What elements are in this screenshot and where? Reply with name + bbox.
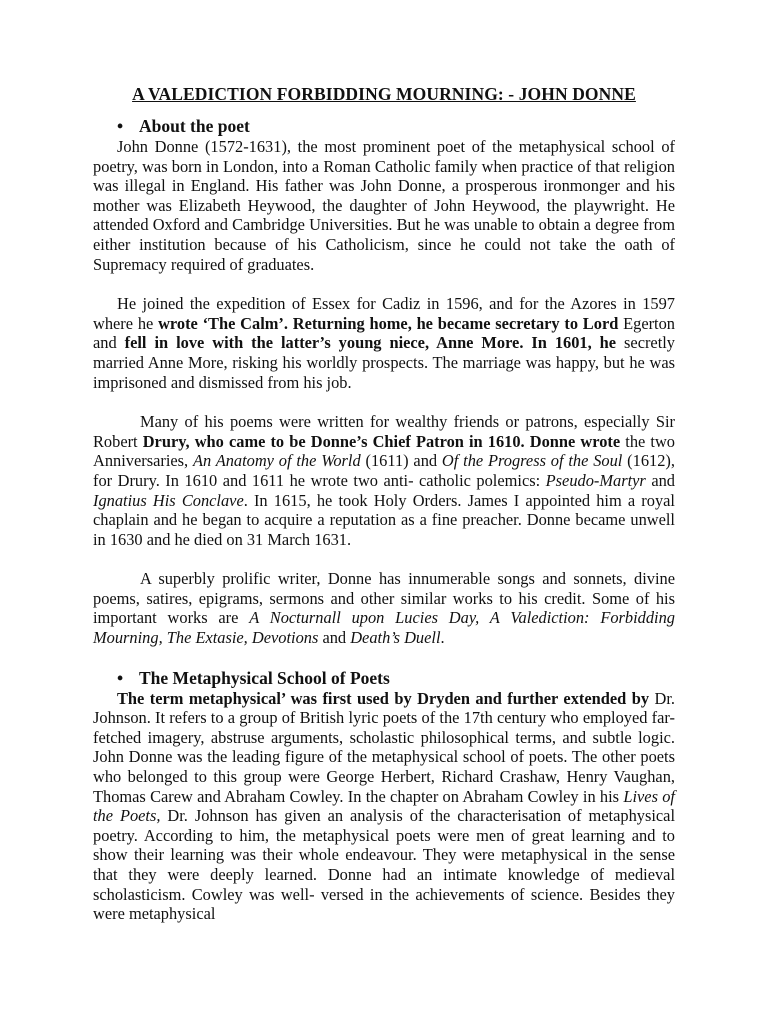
document-title: A VALEDICTION FORBIDDING MOURNING: - JOHN DONNE	[132, 84, 636, 104]
paragraph-works: A superbly prolific writer, Donne has innumerable songs and sonnets, divine poems, satires, epigrams, sermons and other similar works to his credit. Some of his important works are A Nocturnall upon Lucies Day, A Valediction: Forbidding Mourning, The Extasie, Devotions and Death’s Duell.	[93, 569, 675, 648]
section-heading-metaphysical-school	[93, 668, 675, 689]
paragraph-metaphysical: The term metaphysical’ was first used by Dryden and further extended by Dr. Johnson. It refers to a group of British lyric poets of the 17th century who employed far-fetched imagery, abstruse arguments, scholastic philosophical terms, and subtle logic. John Donne was the leading figure of the metaphysical school of poets. The other poets who belonged to this group were George Herbert, Richard Crashaw, Henry Vaughan, Thomas Carew and Abraham Cowley. In the chapter on Abraham Cowley in his Lives of the Poets, Dr. Johnson has given an analysis of the characterisation of metaphysical poetry. According to him, the metaphysical poets were men of great learning and to show their learning was their whole endeavour. They were metaphysical in the sense that they were deeply learned. Donne had an intimate knowledge of medieval scholasticism. Cowley was well- versed in the achievements of science. Besides they were metaphysical	[93, 688, 675, 924]
heading-text: About the poet	[139, 116, 250, 136]
heading-text: The Metaphysical School of Poets	[139, 667, 390, 688]
bullet-icon: •	[117, 116, 124, 136]
paragraph-biography: John Donne (1572-1631), the most prominent poet of the metaphysical school of poetry, was born in London, into a Roman Catholic family when practice of that religion was illegal in England. His father was John Donne, a prosperous ironmonger and his mother was Elizabeth Heywood, the daughter of John Heywood, the playwright. He attended Oxford and Cambridge Universities. But he was unable to obtain a degree from either institution because of his Catholicism, since he could not take the oath of Supremacy required of graduates.	[93, 137, 675, 274]
bullet-icon: •	[117, 667, 124, 688]
paragraph-expedition: He joined the expedition of Essex for Cadiz in 1596, and for the Azores in 1597 where he wrote ‘The Calm’. Returning home, he became secretary to Lord Egerton and fell in love with the latter’s young niece, Anne More. In 1601, he secretly married Anne More, risking his worldly prospects. The marriage was happy, but he was imprisoned and dismissed from his job.	[93, 294, 676, 392]
paragraph-patrons: Many of his poems were written for wealthy friends or patrons, especially Sir Robert Drury, who came to be Donne’s Chief Patron in 1610. Donne wrote the two Anniversaries, An Anatomy of the World (1611) and Of the Progress of the Soul (1612), for Drury. In 1610 and 1611 he wrote two anti- catholic polemics: Pseudo-Martyr and Ignatius His Conclave. In 1615, he took Holy Orders. James I appointed him a royal chaplain and he began to acquire a reputation as a fine preacher. Donne became unwell in 1630 and he died on 31 March 1631.	[93, 412, 675, 549]
section-heading-about-poet	[93, 116, 675, 137]
